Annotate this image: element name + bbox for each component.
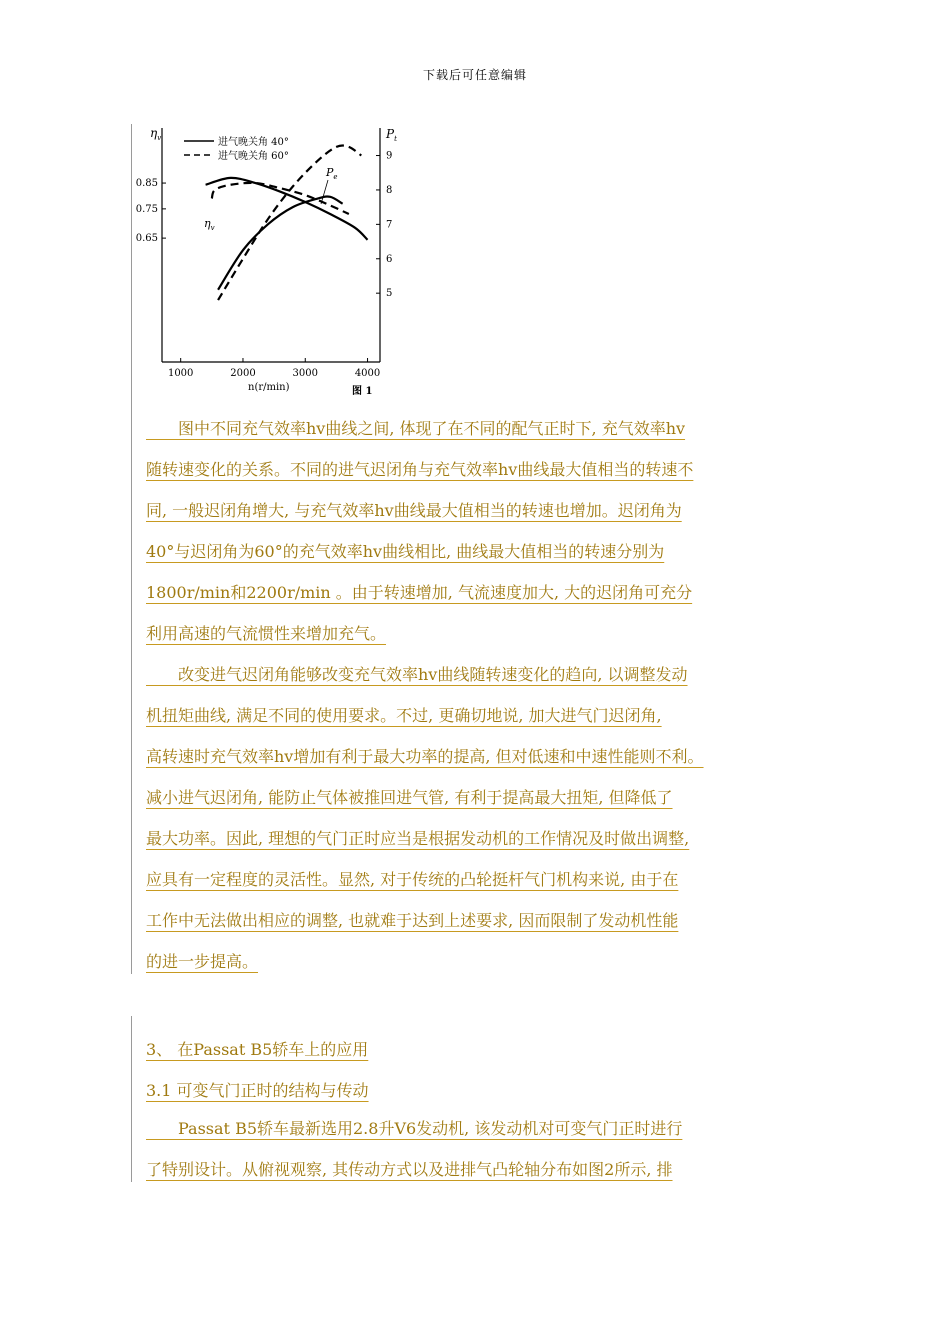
x-tick-label: 1000 [167, 368, 194, 379]
paragraph-2 [146, 654, 826, 982]
x-tick-label: 4000 [354, 368, 381, 379]
text-line: 最大功率。因此, 理想的气门正时应当是根据发动机的工作情况及时做出调整, [146, 829, 690, 848]
right-tick-label: 6 [386, 253, 393, 265]
text-line: 的进一步提高。 [146, 952, 259, 971]
x-axis-label: n(r/min) [248, 382, 290, 393]
text-line: 利用高速的气流惯性来增加充气。 [146, 624, 387, 643]
left-tick-label: 0.85 [135, 178, 158, 190]
text-line: 机扭矩曲线, 满足不同的使用要求。不过, 更确切地说, 加大进气门迟闭角, [146, 706, 662, 725]
legend-label-60: 进气晚关角 60° [218, 151, 289, 162]
left-margin-rule [131, 124, 132, 974]
text-line: 随转速变化的关系。不同的进气迟闭角与充气效率hv曲线最大值相当的转速不 [146, 460, 694, 479]
right-tick-labels [376, 151, 392, 300]
text-line: 改变进气迟闭角能够改变充气效率hv曲线随转速变化的趋向, 以调整发动 [146, 665, 688, 684]
text-line: 1800r/min和2200r/min 。由于转速增加, 气流速度加大, 大的迟闭角可充分 [146, 583, 693, 602]
text-line: 同, 一般迟闭角增大, 与充气效率hv曲线最大值相当的转速也增加。迟闭角为 [146, 501, 682, 520]
text-line: 了特别设计。从俯视观察, 其传动方式以及进排气凸轮轴分布如图2所示, 排 [146, 1160, 673, 1179]
text-line: 应具有一定程度的灵活性。显然, 对于传统的凸轮挺杆气门机构来说, 由于在 [146, 870, 679, 889]
figure-caption: 图 1 [352, 386, 373, 397]
engine-chart [135, 118, 405, 403]
section-heading: 3、 在Passat B5轿车上的应用 [146, 1040, 369, 1059]
legend [184, 135, 289, 162]
x-tick-label: 2000 [230, 368, 256, 379]
text-line: 工作中无法做出相应的调整, 也就难于达到上述要求, 因而限制了发动机性能 [146, 911, 679, 930]
section-subheading: 3.1 可变气门正时的结构与传动 [146, 1081, 369, 1100]
text-line: Passat B5轿车最新选用2.8升V6发动机, 该发动机对可变气门正时进行 [146, 1119, 683, 1138]
curve-label-pe: $P_e$ [326, 166, 338, 181]
series-line-eta-dashed [212, 183, 349, 214]
text-line: 减小进气迟闭角, 能防止气体被推回进气管, 有利于提高最大扭矩, 但降低了 [146, 788, 673, 807]
curve-label-pe-leader [321, 180, 328, 204]
text-line: 40°与迟闭角为60°的充气效率hv曲线相比, 曲线最大值相当的转速分别为 [146, 542, 665, 561]
page-header: 下载后可任意编辑 [422, 68, 527, 82]
paragraph-1 [146, 408, 826, 654]
left-tick-label: 0.65 [135, 233, 158, 245]
left-margin-rule [131, 1016, 132, 1182]
legend-label-40: 进气晚关角 40° [218, 137, 289, 148]
paragraph-3 [146, 1108, 826, 1190]
right-tick-label: 7 [386, 219, 393, 231]
series-lines [206, 146, 368, 301]
left-axis-label: $\eta_v$ [150, 126, 162, 142]
left-tick-label: 0.75 [135, 203, 158, 215]
text-line: 图中不同充气效率hv曲线之间, 体现了在不同的配气正时下, 充气效率hv [146, 419, 686, 438]
figure-1 [135, 118, 405, 403]
text-line: 高转速时充气效率hv增加有利于最大功率的提高, 但对低速和中速性能则不利。 [146, 747, 704, 766]
x-tick-label: 3000 [292, 368, 318, 379]
right-tick-label: 8 [386, 184, 393, 196]
series-line-pe-dashed [218, 146, 361, 301]
right-tick-label: 9 [386, 150, 393, 162]
series-line-eta-solid [206, 178, 368, 240]
curve-label-eta: $\eta_v$ [204, 217, 215, 232]
x-tick-labels [168, 358, 380, 379]
right-axis-label: $P_t$ [386, 127, 397, 143]
right-tick-label: 5 [386, 288, 393, 300]
